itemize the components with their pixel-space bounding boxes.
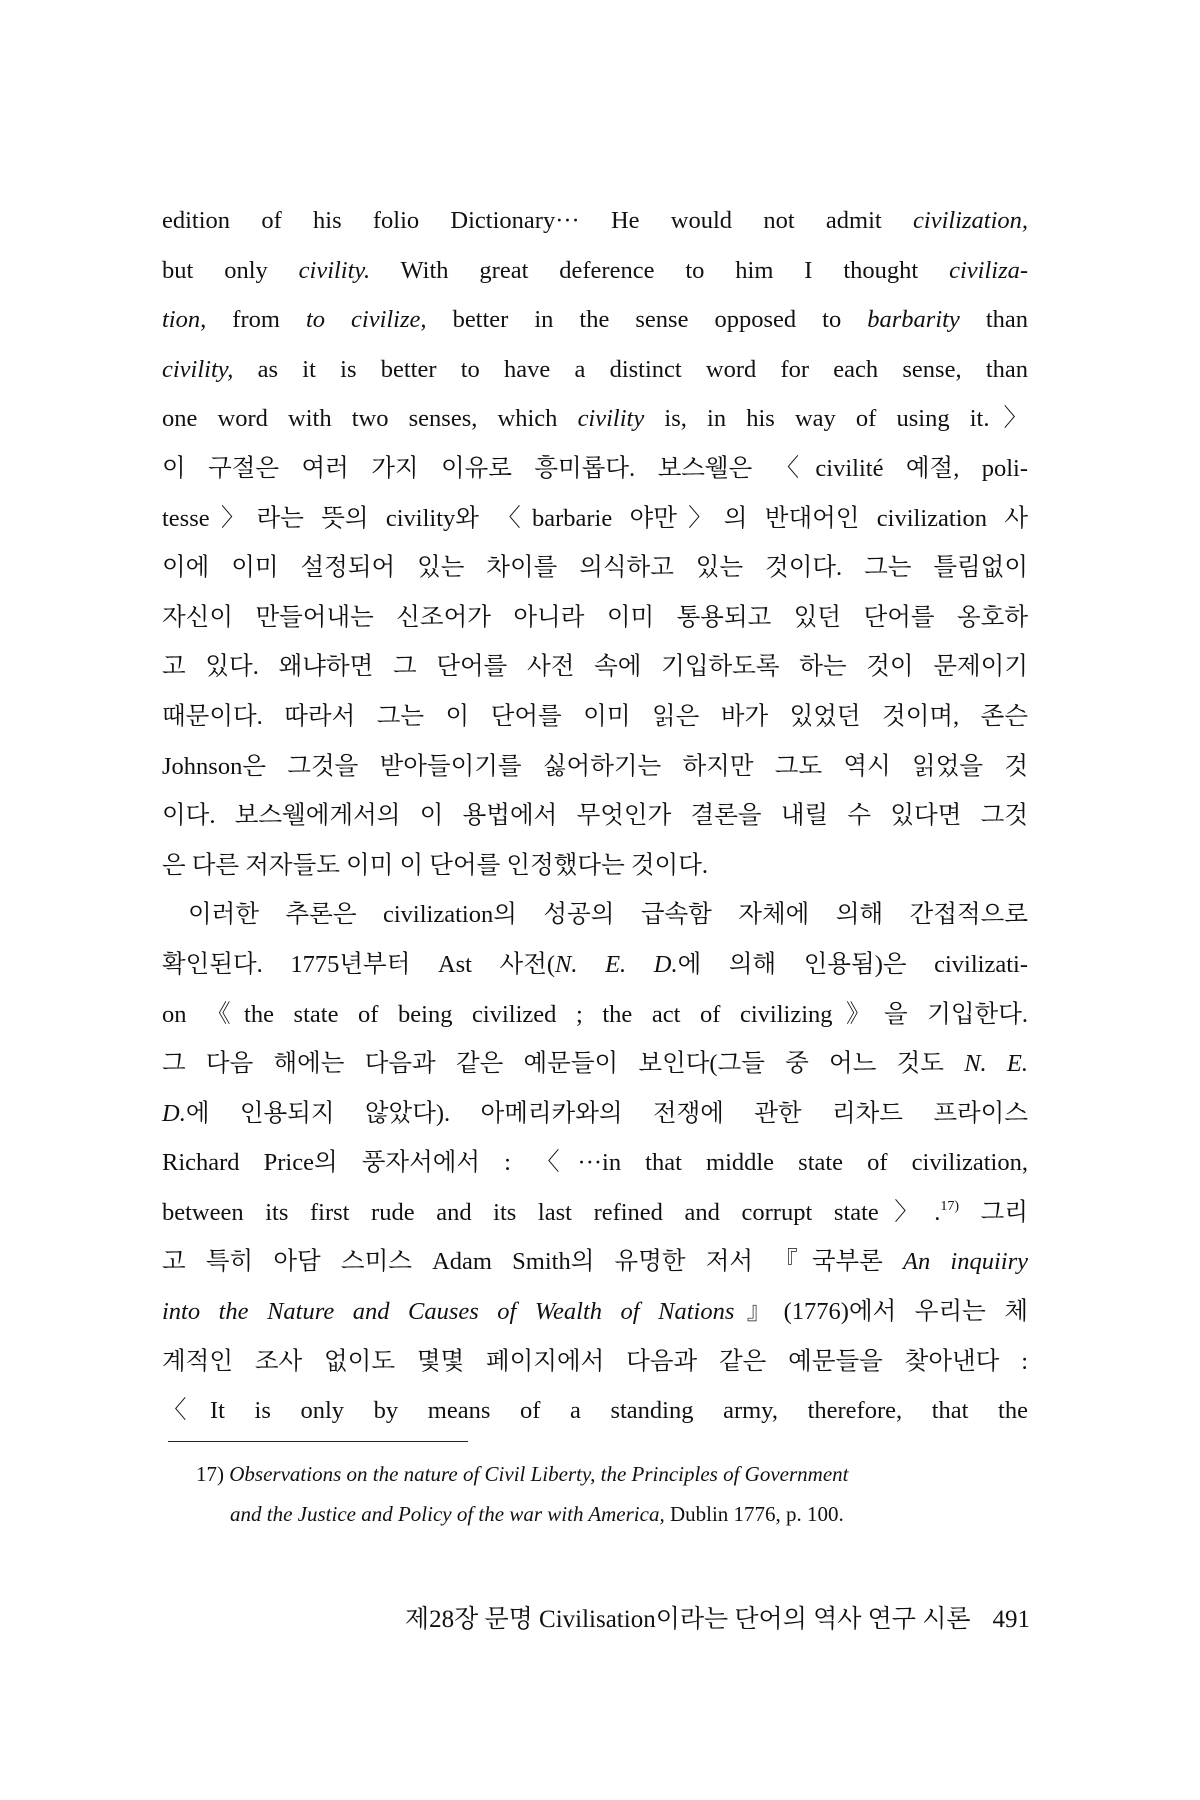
footnote-line bbox=[196, 1454, 1026, 1494]
text-line bbox=[162, 1287, 1028, 1337]
italic-abbreviation: N. E. bbox=[964, 1050, 1029, 1078]
text-line bbox=[162, 345, 1028, 395]
italic-abbreviation: D. bbox=[162, 1099, 186, 1127]
italic-term: civiliza- bbox=[949, 256, 1029, 284]
italic-title: into the Nature and Causes of Wealth of Nations bbox=[162, 1298, 735, 1326]
paragraph-end-line: 은 다른 저자들도 이미 이 단어를 인정했다는 것이다. bbox=[162, 851, 709, 879]
text-line: Richard Price의 풍자서에서 : 〈···in that middle state of civilization, bbox=[162, 1149, 1028, 1177]
footnote-divider bbox=[168, 1441, 468, 1442]
footnote-line bbox=[196, 1494, 1026, 1534]
italic-term: tion, bbox=[162, 306, 207, 334]
text-segment: between its first rude and its last refined and corrupt state〉. bbox=[162, 1198, 941, 1226]
italic-term: civilization, bbox=[913, 207, 1029, 234]
running-footer bbox=[290, 1600, 1030, 1640]
text-line bbox=[162, 246, 1028, 296]
footnote bbox=[196, 1454, 1026, 1534]
running-title: 제28장 문명 Civilisation이라는 단어의 역사 연구 시론 bbox=[404, 1606, 971, 1633]
italic-term: civility. bbox=[298, 256, 371, 284]
italic-term: to civilize, bbox=[305, 306, 427, 334]
text-segment: 에 의해 인용됨)은 civilizati- bbox=[677, 950, 1029, 978]
text-segment: better in the sense opposed to bbox=[452, 306, 842, 334]
text-segment: 확인된다. 1775년부터 Ast 사전( bbox=[162, 950, 556, 978]
text-line bbox=[162, 940, 1028, 990]
footnote-citation: and the Justice and Policy of the war with America, bbox=[230, 1502, 665, 1526]
text-line bbox=[162, 1237, 1028, 1287]
text-line bbox=[162, 1089, 1028, 1139]
text-line bbox=[162, 1039, 1028, 1089]
text-line: 고 있다. 왜냐하면 그 단어를 사전 속에 기입하도록 하는 것이 문제이기 bbox=[162, 653, 1028, 681]
text-line bbox=[162, 394, 1028, 444]
text-line bbox=[162, 196, 1028, 246]
text-segment: edition of his folio Dictionary··· He would not admit bbox=[162, 207, 882, 234]
text-segment: 그리 bbox=[980, 1198, 1028, 1226]
text-line bbox=[162, 1188, 1028, 1238]
italic-title: An inquiiry bbox=[903, 1248, 1028, 1276]
italic-term: civility, bbox=[162, 355, 234, 383]
italic-term: civility bbox=[577, 405, 645, 433]
text-segment: 고 특히 아담 스미스 Adam Smith의 유명한 저서 『국부론 bbox=[162, 1248, 883, 1276]
page-number: 491 bbox=[992, 1606, 1030, 1633]
text-line: 이 구절은 여러 가지 이유로 흥미롭다. 보스웰은 〈civilité 예절, poli- bbox=[162, 454, 1028, 482]
text-segment: is, in his way of using it.〉 bbox=[664, 405, 1029, 433]
text-segment: than bbox=[985, 306, 1029, 334]
text-segment: one word with two senses, which bbox=[162, 405, 558, 433]
text-segment: from bbox=[232, 306, 280, 334]
footnote-publication: Dublin 1776, p. 100. bbox=[669, 1502, 844, 1526]
text-segment: as it is better to have a distinct word for each sense, than bbox=[257, 355, 1028, 383]
italic-abbreviation: N. E. D. bbox=[555, 950, 678, 978]
paragraph-start-line: 이러한 추론은 civilization의 성공의 급속함 자체에 의해 간접적으로 bbox=[188, 901, 1028, 929]
text-line: Johnson은 그것을 받아들이기를 싫어하기는 하지만 그도 역시 읽었을 것 bbox=[162, 752, 1028, 780]
text-line: 계적인 조사 없이도 몇몇 페이지에서 다음과 같은 예문들을 찾아낸다 : bbox=[162, 1347, 1028, 1375]
main-text bbox=[162, 196, 1028, 1436]
text-segment: 』(1776)에서 우리는 체 bbox=[734, 1298, 1028, 1326]
text-line: 때문이다. 따라서 그는 이 단어를 이미 읽은 바가 있었던 것이며, 존슨 bbox=[162, 702, 1028, 730]
footnote-reference[interactable]: 17) bbox=[940, 1198, 960, 1214]
footnote-citation: Observations on the nature of Civil Liberty, the Principles of Government bbox=[229, 1462, 849, 1486]
text-line: tesse〉라는 뜻의 civility와 〈barbarie 야만〉의 반대어인 civilization 사 bbox=[162, 504, 1028, 532]
text-segment: 그 다음 해에는 다음과 같은 예문들이 보인다(그들 중 어느 것도 bbox=[162, 1050, 944, 1078]
text-segment: 에 인용되지 않았다). 아메리카와의 전쟁에 관한 리차드 프라이스 bbox=[185, 1099, 1028, 1127]
italic-term: barbarity bbox=[867, 306, 960, 334]
footnote-number: 17) bbox=[196, 1462, 224, 1486]
text-line: 〈It is only by means of a standing army, therefore, that the bbox=[162, 1397, 1028, 1425]
text-segment: With great deference to him I thought bbox=[400, 256, 919, 284]
text-line: 자신이 만들어내는 신조어가 아니라 이미 통용되고 있던 단어를 옹호하 bbox=[162, 603, 1028, 631]
text-line: 이다. 보스웰에게서의 이 용법에서 무엇인가 결론을 내릴 수 있다면 그것 bbox=[162, 802, 1028, 830]
text-line: on 《the state of being civilized ; the act of civilizing》을 기입한다. bbox=[162, 1000, 1028, 1028]
text-line bbox=[162, 295, 1028, 345]
text-line: 이에 이미 설정되어 있는 차이를 의식하고 있는 것이다. 그는 틀림없이 bbox=[162, 554, 1028, 582]
text-segment: but only bbox=[162, 256, 268, 284]
